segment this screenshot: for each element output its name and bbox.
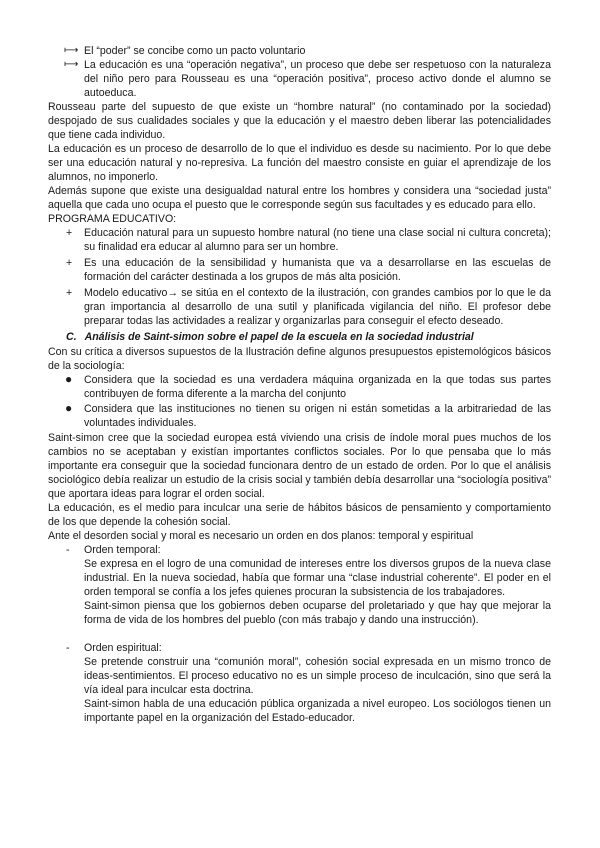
orden-espiritual-text-2: Saint-simon habla de una educación pública organizada a nivel europeo. Los sociólogos tienen un importante papel en la organización del Estado-educador. xyxy=(84,698,551,724)
orden-temporal-text-2: Saint-simon piensa que los gobiernos deben ocuparse del proletariado y que hay que mejorar la forma de vida de los hombres del pueblo (con más trabajo y dando una instrucción). xyxy=(84,600,551,626)
paragraph-rousseau: Rousseau parte del supuesto de que existe un “hombre natural” (no contaminado por la sociedad) despojado de sus cualidades sociales y que la educación y el maestro deben liberar las potencialidades que tiene cada individuo. xyxy=(48,101,551,141)
document-content xyxy=(48,44,551,725)
section-title: Análisis de Saint-simon sobre el papel de la escuela en la sociedad industrial xyxy=(84,331,474,343)
arrow-list-item: ⟼ El “poder” se concibe como un pacto voluntario xyxy=(64,45,306,57)
plus-bullet-icon: + xyxy=(66,287,73,299)
paragraph-crisis: Saint-simon cree que la sociedad europea está viviendo una crisis de índole moral pues muchos de los cambios no se aceptaban y existían importantes conflictos sociales. Por lo que pensaba que lo más importante era conseguir que la sociedad funcionara dentro de un estado de orden. Por lo que el análisis sociológico debía realizar un estudio de la crisis social y también debía desarrollar una “sociología positiva” que aportara ideas para lograr el orden social. xyxy=(48,432,551,500)
orden-espiritual-text: Se pretende construir una “comunión moral”, cohesión social expresada en un mismo tronco de ideas-sentimientos. El proceso educativo no es un simple proceso de inculcación, sino que será la vía ideal para inculcar esta doctrina. xyxy=(84,656,551,696)
plus-bullet-icon: + xyxy=(66,227,73,239)
plus-list-item: + Modelo educativo→ se sitúa en el contexto de la ilustración, con grandes cambios por lo que le da gran importancia al desarrollo de una sutil y planificada vigilancia del niño. El profesor debe preparar todas las actividades a realizar y organizarlas para conseguir el efecto deseado. xyxy=(66,287,551,327)
dot-bullet-icon: ● xyxy=(65,401,73,415)
dot-list-item: ● Considera que las instituciones no tienen su origen ni están sometidas a la arbitrariedad de las voluntades individuales. xyxy=(65,401,551,429)
section-letter: C. xyxy=(66,331,77,343)
paragraph-desorden: Ante el desorden social y moral es necesario un orden en dos planos: temporal y espiritual xyxy=(48,530,474,542)
plus-bullet-icon: + xyxy=(66,257,73,269)
plus-list-item: + Es una educación de la sensibilidad y humanista que va a desarrollarse en las escuelas de formación del carácter destinada a los grupos de más alta posición. xyxy=(66,257,551,283)
arrow-list-item: ⟼ La educación es una “operación negativa”, un proceso que debe ser respetuoso con la naturaleza del niño pero para Rousseau es una “operación positiva”, proceso activo donde el alumno se autoeduca. xyxy=(64,59,551,99)
plus-list-item: + Educación natural para un supuesto hombre natural (no tiene una clase social ni cultura concreta); su finalidad era educar al alumno para ser un hombre. xyxy=(66,227,551,253)
dash-list-item-temporal: - Orden temporal: xyxy=(66,544,161,556)
dash-list-item-espiritual: - Orden espiritual: xyxy=(66,642,162,654)
paragraph-educacion: La educación es un proceso de desarrollo de lo que el individuo es desde su nacimiento. Por lo que debe ser una educación natural y no-represiva. La función del maestro consiste en guiar el aprendizaje de los alumnos, no imponerlo. xyxy=(48,143,551,183)
dash-bullet-icon: - xyxy=(66,642,70,654)
spacer xyxy=(48,627,551,641)
paragraph-critica: Con su crítica a diversos supuestos de la Ilustración define algunos presupuestos epistemológicos básicos de la sociología: xyxy=(48,346,551,372)
orden-temporal-text: Se expresa en el logro de una comunidad de intereses entre los diversos grupos de la nueva clase industrial. En la nueva sociedad, había que formar una “clase industrial coherente”. El poder en el orden temporal se confía a los jefes quienes procuran la subsistencia de los trabajadores. xyxy=(84,558,551,598)
paragraph-medio: La educación, es el medio para inculcar una serie de hábitos básicos de pensamiento y comportamiento de los que depende la cohesión social. xyxy=(48,502,551,528)
dot-bullet-icon: ● xyxy=(65,372,73,386)
arrow-bullet-icon: ⟼ xyxy=(64,45,79,56)
arrow-bullet-icon: ⟼ xyxy=(64,59,79,70)
programa-educativo-title: PROGRAMA EDUCATIVO: xyxy=(48,213,177,225)
dot-list-item: ● Considera que la sociedad es una verdadera máquina organizada en la que todas sus partes contribuyen de forma diferente a la marcha del conjunto xyxy=(65,372,551,400)
paragraph-desigualdad: Además supone que existe una desigualdad natural entre los hombres y considera una “sociedad justa” aquella que cada uno ocupa el puesto que le corresponde según sus facultades y es educado para ello. xyxy=(48,185,551,211)
section-heading-c xyxy=(48,330,551,344)
dash-bullet-icon: - xyxy=(66,544,70,556)
